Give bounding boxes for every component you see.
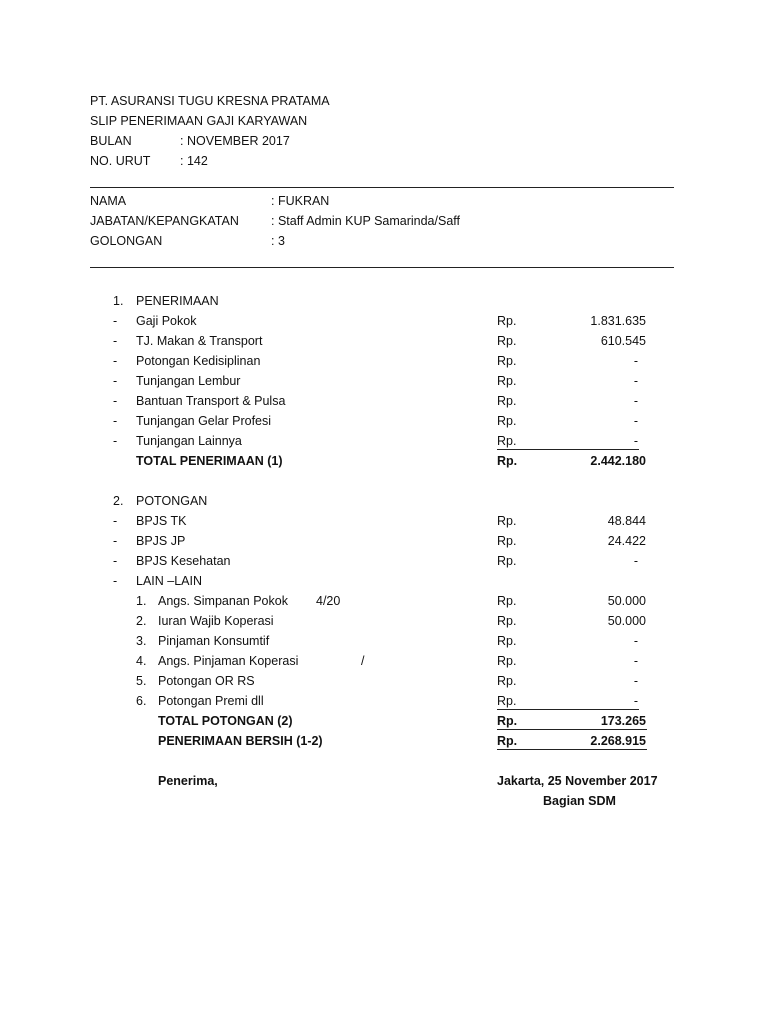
sum-underline bbox=[497, 709, 639, 710]
item-label: Potongan Kedisiplinan bbox=[136, 354, 261, 368]
lain-number: 1. bbox=[136, 594, 147, 608]
lain-note: / bbox=[361, 654, 365, 668]
item-amount: 50.000 bbox=[607, 614, 646, 628]
lain-note: 4/20 bbox=[316, 594, 341, 608]
item-amount: 1.831.635 bbox=[590, 314, 646, 328]
currency: Rp. bbox=[497, 334, 517, 348]
lain-label: Angs. Simpanan Pokok bbox=[158, 594, 288, 608]
total-potongan-label: TOTAL POTONGAN (2) bbox=[158, 714, 293, 728]
item-amount: - bbox=[633, 374, 638, 388]
lain-number: 6. bbox=[136, 694, 147, 708]
lain-number: 3. bbox=[136, 634, 147, 648]
item-label: Tunjangan Lembur bbox=[136, 374, 241, 388]
section-number: 1. bbox=[113, 294, 124, 308]
item-amount: - bbox=[633, 674, 638, 688]
section-heading: POTONGAN bbox=[136, 494, 208, 508]
company-name: PT. ASURANSI TUGU KRESNA PRATAMA bbox=[90, 94, 330, 108]
dash: - bbox=[113, 554, 118, 568]
currency: Rp. bbox=[497, 394, 517, 408]
sum-underline bbox=[497, 729, 647, 730]
total-penerimaan-label: TOTAL PENERIMAAN (1) bbox=[136, 454, 283, 468]
net-amount: 2.268.915 bbox=[590, 734, 646, 748]
currency: Rp. bbox=[497, 674, 517, 688]
item-amount: - bbox=[633, 654, 638, 668]
department: Bagian SDM bbox=[543, 794, 616, 808]
lain-label: Potongan Premi dll bbox=[158, 694, 264, 708]
section-number: 2. bbox=[113, 494, 124, 508]
receiver-label: Penerima, bbox=[158, 774, 218, 788]
total-penerimaan-amount: 2.442.180 bbox=[590, 454, 646, 468]
divider bbox=[90, 267, 674, 268]
golongan-label: GOLONGAN bbox=[90, 234, 163, 248]
currency: Rp. bbox=[497, 374, 517, 388]
lain-number: 2. bbox=[136, 614, 147, 628]
slip-title: SLIP PENERIMAAN GAJI KARYAWAN bbox=[90, 114, 308, 128]
golongan-value: : 3 bbox=[271, 234, 285, 248]
lain-heading: LAIN –LAIN bbox=[136, 574, 203, 588]
item-amount: - bbox=[633, 394, 638, 408]
sum-underline bbox=[497, 449, 639, 450]
item-amount: - bbox=[633, 434, 638, 448]
nama-value: : FUKRAN bbox=[271, 194, 330, 208]
item-label: Bantuan Transport & Pulsa bbox=[136, 394, 286, 408]
currency: Rp. bbox=[497, 714, 518, 728]
item-label: BPJS JP bbox=[136, 534, 186, 548]
item-amount: 48.844 bbox=[607, 514, 646, 528]
item-label: TJ. Makan & Transport bbox=[136, 334, 263, 348]
bulan-label: BULAN bbox=[90, 134, 132, 148]
jabatan-value: : Staff Admin KUP Samarinda/Saff bbox=[271, 214, 460, 228]
total-potongan-amount: 173.265 bbox=[600, 714, 646, 728]
dash: - bbox=[113, 314, 118, 328]
dash: - bbox=[113, 534, 118, 548]
currency: Rp. bbox=[497, 654, 517, 668]
item-amount: 610.545 bbox=[600, 334, 646, 348]
section-heading: PENERIMAAN bbox=[136, 294, 219, 308]
place-date: Jakarta, 25 November 2017 bbox=[497, 774, 658, 788]
item-label: Gaji Pokok bbox=[136, 314, 197, 328]
sum-underline bbox=[497, 749, 647, 750]
currency: Rp. bbox=[497, 694, 517, 708]
divider bbox=[90, 187, 674, 188]
currency: Rp. bbox=[497, 514, 517, 528]
item-amount: 24.422 bbox=[607, 534, 646, 548]
bulan-value: : NOVEMBER 2017 bbox=[180, 134, 290, 148]
item-amount: 50.000 bbox=[607, 594, 646, 608]
dash: - bbox=[113, 354, 118, 368]
item-label: BPJS TK bbox=[136, 514, 187, 528]
dash: - bbox=[113, 394, 118, 408]
lain-number: 5. bbox=[136, 674, 147, 688]
item-amount: - bbox=[633, 354, 638, 368]
lain-label: Potongan OR RS bbox=[158, 674, 255, 688]
urut-value: : 142 bbox=[180, 154, 208, 168]
currency: Rp. bbox=[497, 594, 517, 608]
item-label: Tunjangan Gelar Profesi bbox=[136, 414, 272, 428]
lain-number: 4. bbox=[136, 654, 147, 668]
lain-label: Iuran Wajib Koperasi bbox=[158, 614, 274, 628]
currency: Rp. bbox=[497, 614, 517, 628]
dash: - bbox=[113, 374, 118, 388]
item-label: Tunjangan Lainnya bbox=[136, 434, 242, 448]
urut-label: NO. URUT bbox=[90, 154, 151, 168]
currency: Rp. bbox=[497, 434, 517, 448]
currency: Rp. bbox=[497, 314, 517, 328]
currency: Rp. bbox=[497, 534, 517, 548]
currency: Rp. bbox=[497, 454, 518, 468]
lain-label: Angs. Pinjaman Koperasi bbox=[158, 654, 299, 668]
dash: - bbox=[113, 574, 118, 588]
currency: Rp. bbox=[497, 734, 518, 748]
net-label: PENERIMAAN BERSIH (1-2) bbox=[158, 734, 323, 748]
item-amount: - bbox=[633, 694, 638, 708]
dash: - bbox=[113, 514, 118, 528]
item-amount: - bbox=[633, 634, 638, 648]
currency: Rp. bbox=[497, 554, 517, 568]
dash: - bbox=[113, 334, 118, 348]
nama-label: NAMA bbox=[90, 194, 127, 208]
item-amount: - bbox=[633, 554, 638, 568]
lain-label: Pinjaman Konsumtif bbox=[158, 634, 270, 648]
currency: Rp. bbox=[497, 414, 517, 428]
item-label: BPJS Kesehatan bbox=[136, 554, 231, 568]
dash: - bbox=[113, 414, 118, 428]
jabatan-label: JABATAN/KEPANGKATAN bbox=[90, 214, 239, 228]
currency: Rp. bbox=[497, 354, 517, 368]
dash: - bbox=[113, 434, 118, 448]
currency: Rp. bbox=[497, 634, 517, 648]
item-amount: - bbox=[633, 414, 638, 428]
